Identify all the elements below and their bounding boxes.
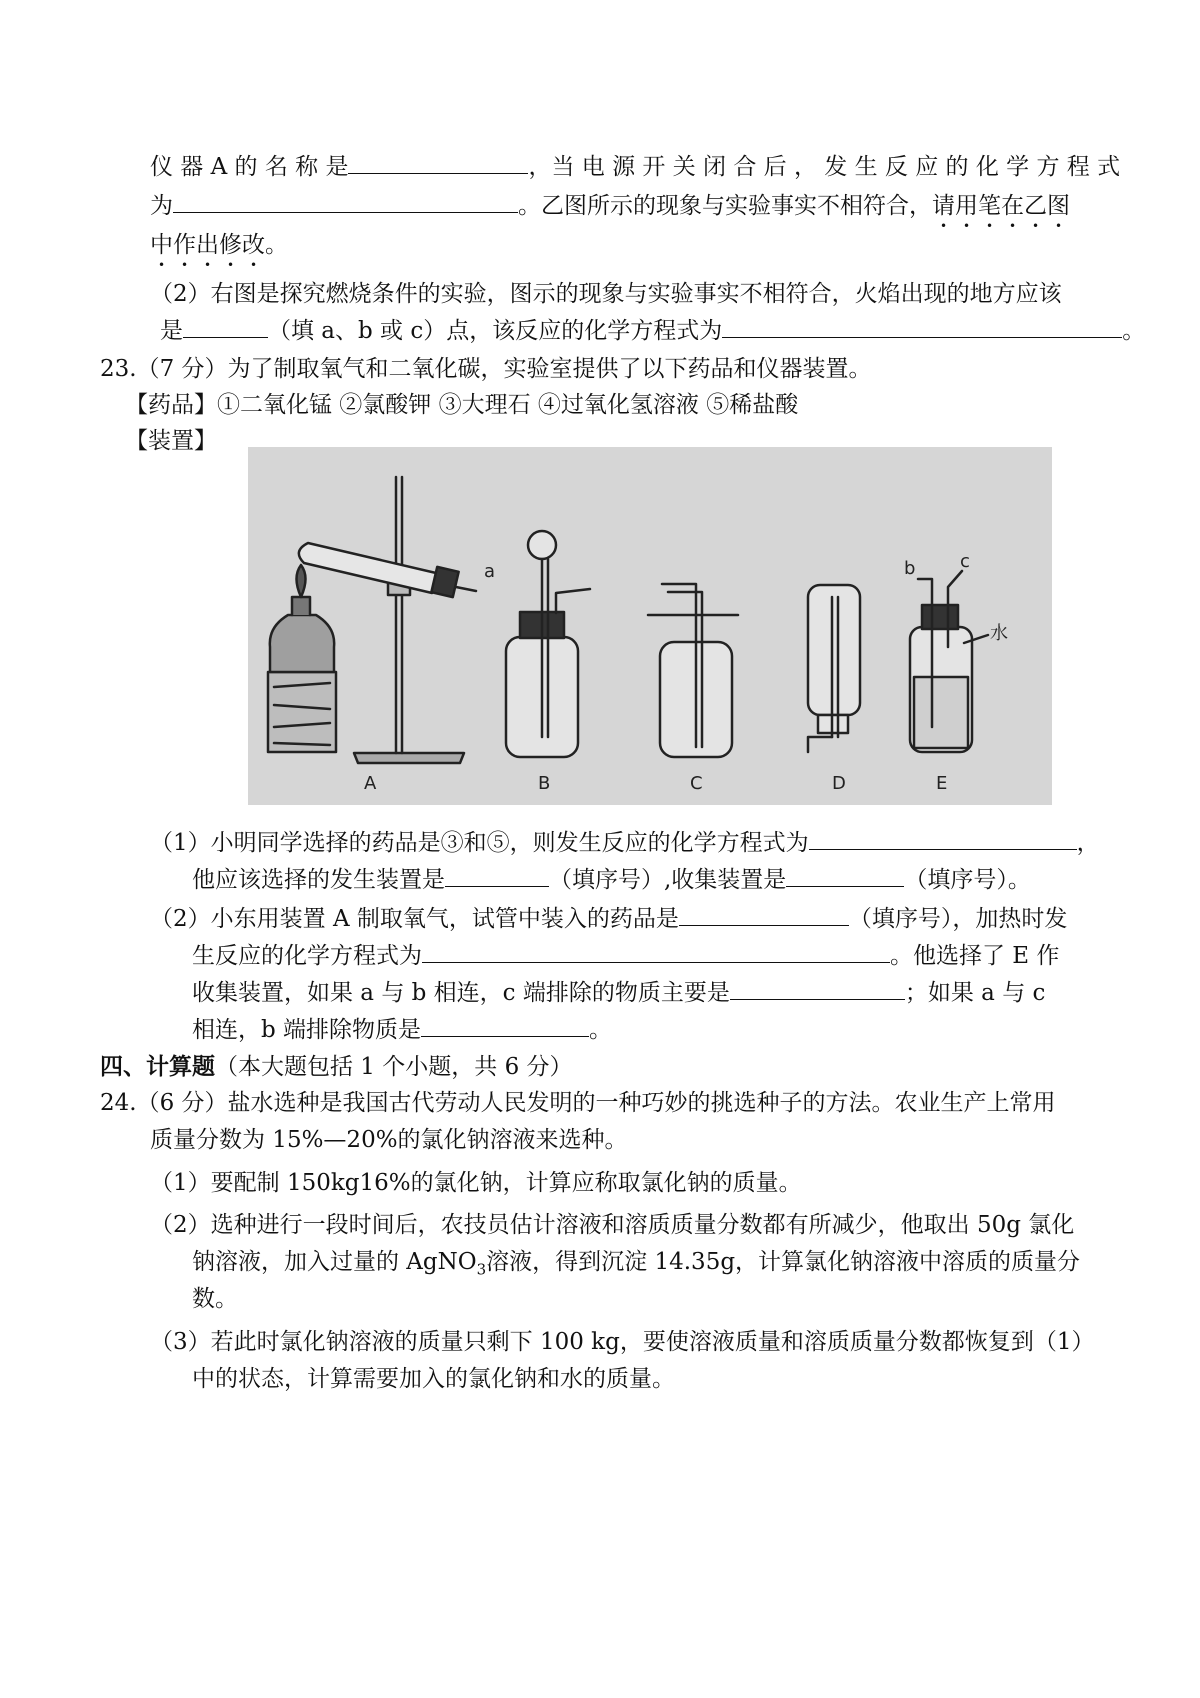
q23-part1-line2 [192,863,1031,897]
q24-sub2-line1: （2）选种进行一段时间后，农技员估计溶液和溶质质量分数都有所减少，他取出 50g 氯化 [150,1212,1075,1238]
q23-p1-text-a: （1）小明同学选择的药品是③和⑤，则发生反应的化学方程式为 [150,830,809,856]
q22-l1-text-a: 仪 器 A 的 名 称 是 [150,154,349,180]
q22-l3-text-b: 。 [265,232,288,258]
q22-l1-text-b: ，当 电 源 开 关 闭 合 后 ， 发 生 反 应 的 化 学 方 程 式 [528,154,1121,180]
q23-p1-text-d: （填序号）,收集装置是 [549,867,787,893]
answer-blank[interactable] [679,903,849,926]
q22-line2 [150,189,1070,233]
q24-s2-subscript: 3 [476,1260,487,1279]
q22-l2-emphasis: 请用笔在乙图 [932,193,1070,219]
q24-sub3-line2: 中的状态，计算需要加入的氯化钠和水的质量。 [192,1366,675,1392]
answer-blank[interactable] [421,1014,589,1037]
q24-s2-text-a: 钠溶液，加入过量的 AgNO [192,1249,477,1275]
q24-line2: 质量分数为 15%—20%的氯化钠溶液来选种。 [150,1127,628,1153]
answer-blank[interactable] [183,315,268,338]
q24-sub2-line2 [192,1245,1080,1287]
figure-label-c: C [690,773,703,794]
answer-blank[interactable] [809,827,1077,850]
figure-label-d: D [832,773,846,794]
section4-heading: 四、计算题 [100,1053,215,1080]
q23-p2-text-c: 生反应的化学方程式为 [192,943,422,969]
q23-title: 23.（7 分）为了制取氧气和二氧化碳，实验室提供了以下药品和仪器装置。 [100,356,872,382]
q22-l2-text-b: 。乙图所示的现象与实验事实不相符合， [518,193,932,219]
section4-note: （本大题包括 1 个小题，共 6 分） [215,1054,573,1080]
answer-blank[interactable] [722,315,1122,338]
q23-p2-text-g: 相连，b 端排除物质是 [192,1017,422,1043]
q23-p2-text-e: 收集装置，如果 a 与 b 相连，c 端排除的物质主要是 [192,980,730,1006]
answer-blank[interactable] [445,864,549,887]
q22-p2-text-d: 。 [1122,318,1146,344]
figure-label-a: A [364,773,377,794]
q23-p2-text-b: （填序号），加热时发 [848,906,1068,932]
figure-label-e: E [936,773,948,794]
water-label: 水 [990,623,1008,644]
q23-p2-text-f: ；如果 a 与 c [904,980,1046,1006]
answer-blank[interactable] [173,190,518,213]
q24-sub2-line3: 数。 [192,1286,238,1312]
q23-drugs: 【药品】①二氧化锰 ②氯酸钾 ③大理石 ④过氧化氢溶液 ⑤稀盐酸 [125,392,799,418]
q22-part2-line2 [160,314,1145,348]
q22-l3-emphasis: 中作出修改 [150,232,265,258]
q23-part2-line3 [192,976,1045,1010]
q22-line1 [150,150,1120,184]
q23-p2-text-a: （2）小东用装置 A 制取氧气，试管中装入的药品是 [150,906,679,932]
q24-sub3-line1: （3）若此时氯化钠溶液的质量只剩下 100 kg，要使溶液质量和溶质质量分数都恢复到（1） [150,1329,1095,1355]
q23-apparatus-label: 【装置】 [125,428,217,454]
q23-part2-line4 [192,1013,612,1047]
q23-part1-line1 [150,826,1100,860]
q22-part2-line1 [150,277,1062,311]
q24-s2-text-b: 溶液，得到沉淀 14.35g，计算氯化钠溶液中溶质的质量分 [486,1249,1081,1275]
answer-blank[interactable] [730,977,905,1000]
q22-p2-text-b: 是 [160,318,183,344]
figure-label-b: B [538,773,551,794]
answer-blank[interactable] [786,864,904,887]
q22-l2-text-a: 为 [150,193,173,219]
q23-p1-text-b: ， [1076,830,1100,856]
apparatus-figure [248,447,1052,805]
q22-p2-text-c: （填 a、b 或 c）点，该反应的化学方程式为 [268,318,723,344]
tube-label-a: a [484,561,496,582]
tube-label-c: c [960,551,970,572]
section4-heading-line [100,1050,573,1084]
q24-sub1: （1）要配制 150kg16%的氯化钠，计算应称取氯化钠的质量。 [150,1170,802,1196]
q23-p1-text-e: （填序号）。 [904,867,1031,893]
q23-p1-text-c: 他应该选择的发生装置是 [192,867,445,893]
q22-p2-text-a: （2）右图是探究燃烧条件的实验，图示的现象与实验事实不相符合，火焰出现的地方应该 [150,281,1062,307]
q24-line1: 24.（6 分）盐水选种是我国古代劳动人民发明的一种巧妙的挑选种子的方法。农业生产上常用 [100,1090,1056,1116]
q23-part2-line2 [192,939,1059,973]
q22-line3 [150,228,288,272]
tube-label-b: b [904,558,916,579]
q23-p2-text-d: 。他选择了 E 作 [890,943,1060,969]
q23-part2-line1 [150,902,1067,936]
answer-blank[interactable] [348,151,528,174]
answer-blank[interactable] [422,940,890,963]
q23-p2-text-h: 。 [589,1017,613,1043]
